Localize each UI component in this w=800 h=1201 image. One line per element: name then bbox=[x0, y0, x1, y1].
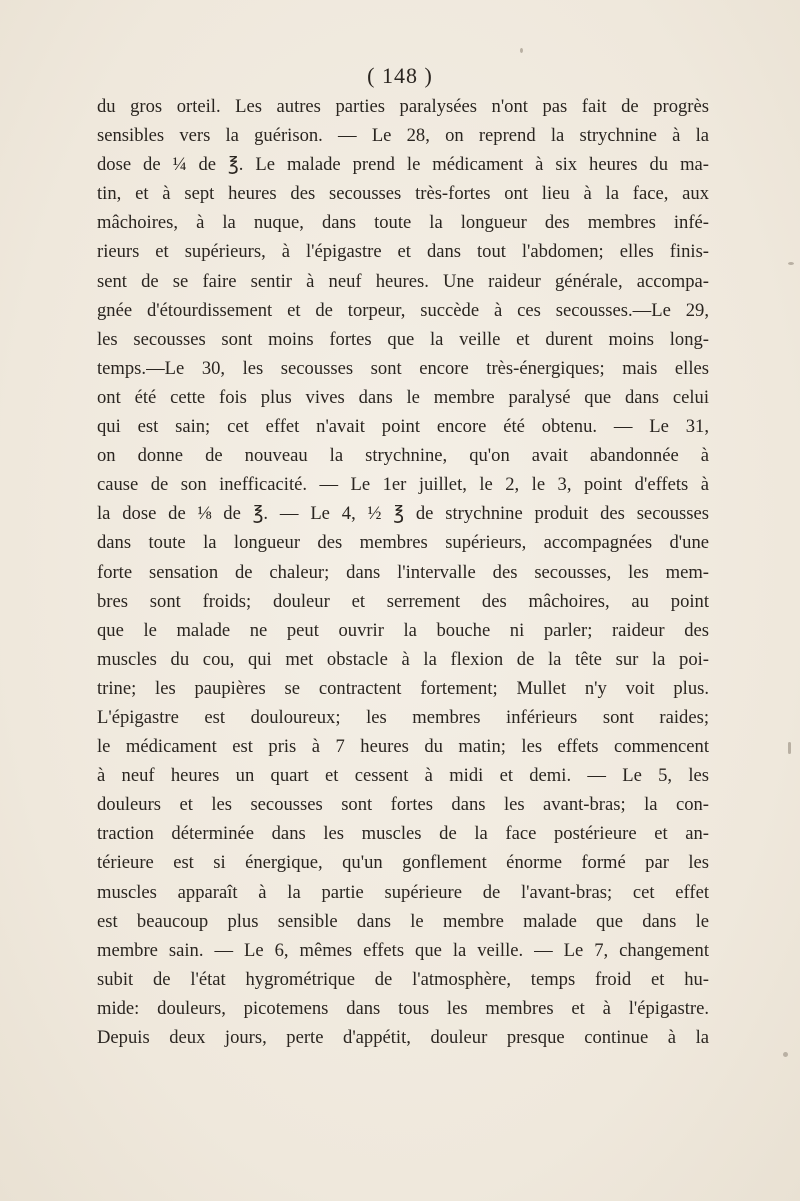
text-line: du gros orteil. Les autres parties paralysées n'ont pas fait de progrès bbox=[97, 96, 709, 117]
text-line: L'épigastre est douloureux; les membres inférieurs sont raides; bbox=[97, 706, 709, 728]
text-line: les secousses sont moins fortes que la veille et durent moins long- bbox=[97, 328, 709, 350]
text-line: tin, et à sept heures des secousses très-fortes ont lieu à la face, aux bbox=[97, 183, 709, 205]
text-line: que le malade ne peut ouvrir la bouche ni parler; raideur des bbox=[97, 619, 709, 641]
text-line: on donne de nouveau la strychnine, qu'on avait abandonnée à bbox=[97, 445, 709, 467]
text-line: mide: douleurs, picotemens dans tous les membres et à l'épigastre. bbox=[97, 997, 709, 1019]
text-line: temps.—Le 30, les secousses sont encore très-énergiques; mais elles bbox=[97, 357, 709, 379]
text-line: dose de ¼ de ℥. Le malade prend le médicament à six heures du ma- bbox=[97, 154, 709, 176]
text-line: traction déterminée dans les muscles de la face postérieure et an- bbox=[97, 823, 709, 845]
paper-speck bbox=[783, 1052, 788, 1057]
text-line: membre sain. — Le 6, mêmes effets que la veille. — Le 7, changement bbox=[97, 939, 709, 961]
text-line: ont été cette fois plus vives dans le membre paralysé que dans celui bbox=[97, 386, 709, 408]
text-line: muscles du cou, qui met obstacle à la flexion de la tête sur la poi- bbox=[97, 648, 709, 670]
text-line: muscles apparaît à la partie supérieure de l'avant-bras; cet effet bbox=[97, 881, 709, 903]
text-line: qui est sain; cet effet n'avait point encore été obtenu. — Le 31, bbox=[97, 416, 709, 438]
text-line: Depuis deux jours, perte d'appétit, douleur presque continue à la bbox=[97, 1027, 709, 1048]
text-line: sensibles vers la guérison. — Le 28, on reprend la strychnine à la bbox=[97, 125, 709, 147]
text-line: subit de l'état hygrométrique de l'atmosphère, temps froid et hu- bbox=[97, 968, 709, 990]
text-line: térieure est si énergique, qu'un gonflement énorme formé par les bbox=[97, 852, 709, 874]
text-line: trine; les paupières se contractent fortement; Mullet n'y voit plus. bbox=[97, 677, 709, 699]
text-line: la dose de ⅛ de ℥. — Le 4, ½ ℥ de strychnine produit des secousses bbox=[97, 503, 709, 525]
body-text bbox=[97, 92, 709, 1052]
text-line: douleurs et les secousses sont fortes dans les avant-bras; la con- bbox=[97, 794, 709, 816]
text-line: sent de se faire sentir à neuf heures. Une raideur générale, accompa- bbox=[97, 270, 709, 292]
text-line: bres sont froids; douleur et serrement des mâchoires, au point bbox=[97, 590, 709, 612]
text-line: le médicament est pris à 7 heures du matin; les effets commencent bbox=[97, 736, 709, 758]
text-line: mâchoires, à la nuque, dans toute la longueur des membres infé- bbox=[97, 212, 709, 234]
text-line: gnée d'étourdissement et de torpeur, succède à ces secousses.—Le 29, bbox=[97, 299, 709, 321]
paper-speck bbox=[788, 262, 794, 265]
text-line: cause de son inefficacité. — Le 1er juillet, le 2, le 3, point d'effets à bbox=[97, 474, 709, 496]
text-line: est beaucoup plus sensible dans le membre malade que dans le bbox=[97, 910, 709, 932]
text-line: dans toute la longueur des membres supérieurs, accompagnées d'une bbox=[97, 532, 709, 554]
paper-speck bbox=[788, 742, 791, 754]
paper-speck bbox=[520, 48, 523, 53]
text-line: rieurs et supérieurs, à l'épigastre et dans tout l'abdomen; elles finis- bbox=[97, 241, 709, 263]
page-number: ( 148 ) bbox=[367, 63, 433, 88]
text-line: forte sensation de chaleur; dans l'intervalle des secousses, les mem- bbox=[97, 561, 709, 583]
text-line: à neuf heures un quart et cessent à midi et demi. — Le 5, les bbox=[97, 765, 709, 787]
